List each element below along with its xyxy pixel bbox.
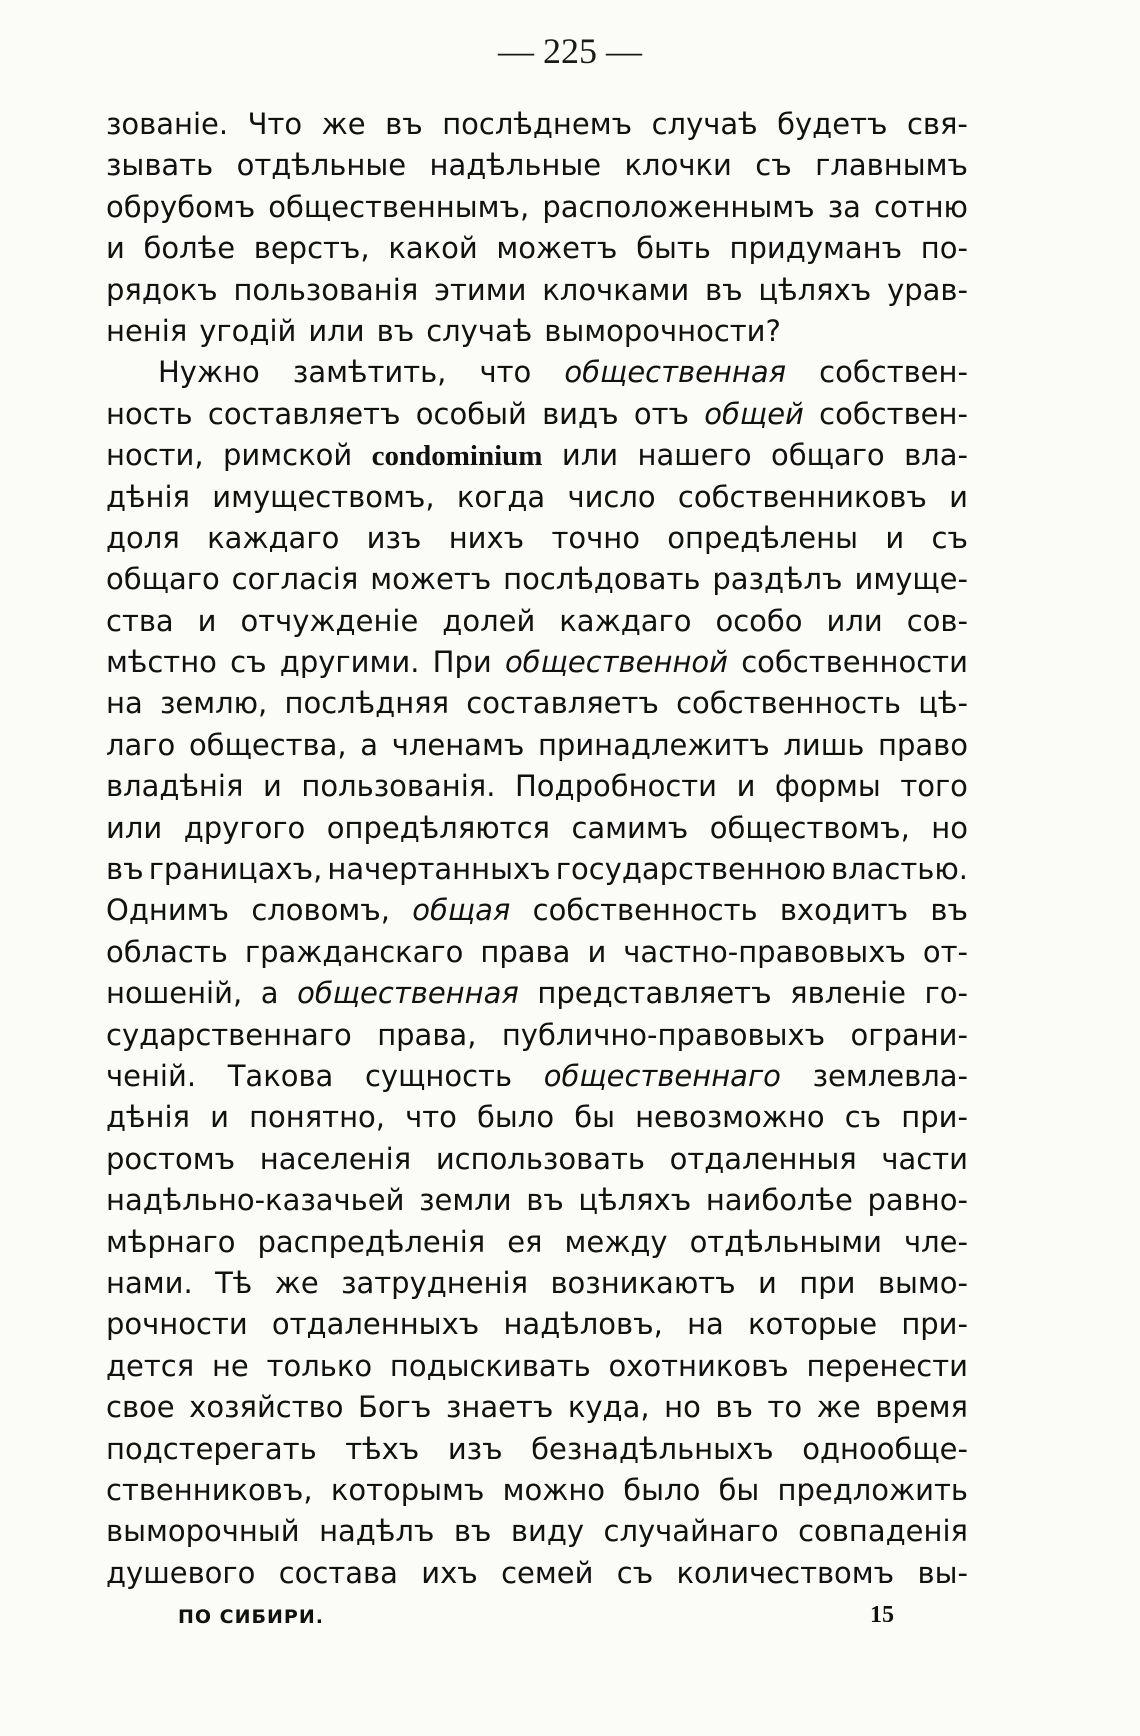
word: бы — [574, 1100, 615, 1135]
word: быть — [636, 231, 711, 266]
word: использовать — [435, 1141, 645, 1176]
word: собствен- — [819, 396, 968, 431]
word: Тѣ — [215, 1265, 253, 1300]
word: только — [266, 1348, 373, 1383]
text-line — [106, 1222, 968, 1263]
word: и — [587, 934, 607, 969]
word: имуще- — [854, 562, 968, 597]
word: этими — [434, 272, 527, 307]
word: составляетъ — [207, 396, 401, 431]
word: случаѣ — [651, 107, 758, 141]
word: землю, — [159, 686, 268, 721]
word: надѣлъ — [319, 1514, 435, 1549]
word: точно — [551, 520, 640, 555]
word: права — [480, 934, 571, 969]
text-line — [106, 1304, 968, 1345]
text-line — [106, 1180, 968, 1221]
word: что — [405, 1100, 457, 1135]
word: Однимъ — [106, 893, 230, 928]
word: словомъ, — [251, 893, 390, 928]
word: урав- — [887, 272, 968, 307]
word: цѣляхъ — [758, 272, 872, 307]
word: въ — [385, 107, 423, 141]
text-line — [106, 766, 968, 807]
word: зованіе. — [106, 107, 229, 141]
word: тѣхъ — [345, 1431, 420, 1466]
word: дѣнія — [106, 1100, 190, 1135]
text-line — [106, 973, 968, 1014]
text-line — [106, 890, 968, 931]
word: и — [758, 1265, 777, 1300]
word: ность — [106, 396, 193, 431]
word: границахъ, — [148, 852, 323, 887]
text-line — [106, 1015, 968, 1056]
word: рочности — [106, 1307, 248, 1342]
word: отчужденіе — [240, 603, 419, 638]
word: сударственнаго — [106, 1017, 352, 1052]
word: однообще- — [802, 1431, 968, 1466]
word: перенести — [806, 1348, 968, 1383]
word: можно — [502, 1472, 606, 1507]
word: мѣрнаго — [106, 1224, 236, 1259]
word: землевла- — [812, 1058, 968, 1093]
word: мѣстно — [106, 645, 217, 680]
word: собственность — [676, 686, 902, 721]
text-line — [106, 849, 968, 890]
word: общественная — [297, 976, 519, 1011]
word: общаго — [106, 562, 220, 597]
word: публично-правовыхъ — [501, 1017, 826, 1052]
word: condominium — [371, 440, 543, 473]
word: которымъ — [330, 1472, 485, 1507]
text-line — [106, 1511, 968, 1552]
word: ограни- — [850, 1017, 968, 1052]
word: входитъ — [779, 893, 909, 928]
word: съ — [844, 1100, 882, 1135]
body-text — [106, 104, 968, 1594]
word: представляетъ — [537, 976, 772, 1011]
text-line — [106, 1139, 968, 1180]
word: при- — [901, 1307, 968, 1342]
word: ношеній, — [106, 976, 243, 1011]
word: невозможно — [635, 1100, 825, 1135]
word: какой — [388, 231, 478, 266]
word: изъ — [447, 1431, 503, 1466]
word: гражданскаго — [244, 934, 464, 969]
word: свя- — [906, 107, 968, 141]
word: между — [564, 1224, 668, 1259]
text-line — [106, 725, 968, 766]
word: составляетъ — [466, 686, 659, 721]
word: изъ — [366, 520, 422, 555]
text-line — [106, 642, 968, 683]
word: въ — [526, 1183, 564, 1218]
word: на — [106, 686, 143, 721]
word: того — [900, 769, 968, 804]
word: и — [736, 769, 756, 804]
word: лаго — [106, 727, 176, 762]
word: лишь — [783, 727, 865, 762]
word: нашего — [637, 438, 752, 473]
word: безнадѣльныхъ — [531, 1431, 774, 1466]
word: зывать — [106, 148, 214, 183]
word: въ — [376, 313, 415, 348]
word: ственниковъ, — [106, 1472, 313, 1507]
word: послѣдовать — [503, 562, 701, 597]
text-line — [106, 394, 968, 435]
word: когда — [456, 479, 546, 514]
word: формы — [775, 769, 881, 804]
word: но — [664, 1390, 701, 1425]
page-number: — 225 — — [498, 31, 642, 71]
word: опредѣлены — [667, 520, 859, 555]
word: Такова — [227, 1058, 334, 1093]
word: населенія — [259, 1141, 412, 1176]
word: число — [567, 479, 656, 514]
word: Что — [247, 107, 303, 141]
word: При — [432, 645, 492, 680]
word: бы — [718, 1472, 760, 1507]
word: частно-правовыхъ — [623, 934, 906, 969]
word: обрубомъ — [106, 189, 256, 224]
word: семей — [501, 1555, 594, 1590]
word: сов- — [906, 603, 968, 638]
word: наиболѣе — [705, 1183, 853, 1218]
word: а — [360, 727, 379, 762]
word: Богъ — [358, 1390, 432, 1425]
word: ея — [507, 1224, 543, 1259]
word: съ — [230, 645, 267, 680]
word: по- — [920, 231, 968, 266]
word: понятно, — [249, 1100, 386, 1135]
text-line — [106, 932, 968, 973]
word: собственность — [532, 893, 758, 928]
word: общественнымъ, — [268, 189, 530, 224]
word: общая — [412, 893, 511, 928]
word: от- — [922, 934, 968, 969]
word: доля — [106, 520, 180, 555]
word: съ — [931, 520, 968, 555]
word: ности, — [106, 438, 204, 473]
word: выморочный — [106, 1514, 300, 1549]
word: отдѣльными — [689, 1224, 882, 1259]
word: то — [767, 1390, 803, 1425]
word: главнымъ — [815, 148, 968, 183]
word: а — [260, 976, 279, 1011]
text-line — [106, 683, 968, 724]
word: затрудненія — [341, 1265, 529, 1300]
word: надѣльные — [429, 148, 602, 183]
word: было — [623, 1472, 701, 1507]
word: видъ — [542, 396, 619, 431]
word: верстъ, — [253, 231, 370, 266]
word: виду — [510, 1514, 585, 1549]
word: общей — [704, 396, 804, 431]
word: охотниковъ — [608, 1348, 789, 1383]
word: ихъ — [421, 1555, 478, 1590]
word: надѣльно-казачьей — [106, 1183, 405, 1218]
word: государственною — [555, 852, 826, 887]
word: или — [106, 810, 163, 845]
word: дѣнія — [106, 479, 190, 514]
word: Подробности — [515, 769, 718, 804]
word: отдѣльные — [236, 148, 407, 183]
word: послѣднемъ — [442, 107, 633, 141]
word: при — [799, 1265, 856, 1300]
word: распредѣленія — [257, 1224, 486, 1259]
word: же — [274, 1265, 319, 1300]
text-line — [106, 187, 968, 228]
word: время — [875, 1390, 968, 1425]
word: въ — [106, 852, 144, 887]
word: опредѣляются — [326, 810, 550, 845]
word: ченій. — [106, 1058, 197, 1093]
word: другого — [183, 810, 306, 845]
word: будетъ — [777, 107, 888, 141]
text-line — [106, 1429, 968, 1470]
text-line — [106, 145, 968, 186]
text-line — [106, 808, 968, 849]
word: цѣляхъ — [578, 1183, 692, 1218]
word: владѣнія — [106, 769, 244, 804]
word: римской — [223, 438, 353, 473]
word: го- — [924, 976, 968, 1011]
word: ростомъ — [106, 1141, 236, 1176]
word: подстерегать — [106, 1431, 317, 1466]
word: отдаленныхъ — [271, 1307, 480, 1342]
word: съ — [616, 1555, 654, 1590]
word: принадлежитъ — [537, 727, 770, 762]
word: общаго — [770, 438, 885, 473]
word: выморочности? — [544, 313, 781, 348]
word: чле- — [903, 1224, 968, 1259]
text-line — [106, 601, 968, 642]
word: предложить — [777, 1472, 968, 1507]
word: и — [885, 520, 905, 555]
word: сущность — [364, 1058, 513, 1093]
word: знаетъ — [445, 1390, 554, 1425]
word: можетъ — [496, 231, 618, 266]
word: явленіе — [790, 976, 906, 1011]
word: случаѣ — [426, 313, 533, 348]
word: права, — [377, 1017, 477, 1052]
word: количествомъ — [676, 1555, 895, 1590]
word: отдаленныя — [669, 1141, 857, 1176]
word: было — [477, 1100, 555, 1135]
word: въ — [715, 1390, 753, 1425]
word: нами. — [106, 1265, 193, 1300]
word: собствен- — [819, 355, 968, 390]
word: право — [878, 727, 968, 762]
word: замѣтить, — [292, 355, 447, 390]
text-line — [106, 1470, 968, 1511]
text-line — [106, 104, 968, 145]
word: или — [308, 313, 365, 348]
word: совпаденія — [798, 1514, 968, 1549]
word: или — [826, 603, 883, 638]
text-line — [106, 311, 968, 352]
word: придуманъ — [729, 231, 903, 266]
word: части — [881, 1141, 968, 1176]
word: и — [210, 1100, 229, 1135]
word: согласія — [231, 562, 359, 597]
word: и — [197, 603, 217, 638]
word: вымо- — [877, 1265, 968, 1300]
signature-mark: ПО СИБИРИ. — [178, 1606, 324, 1628]
word: надѣловъ, — [503, 1307, 663, 1342]
word: Нужно — [158, 355, 260, 390]
page-footer — [0, 1602, 1140, 1642]
word: болѣе — [143, 231, 236, 266]
word: возникаютъ — [550, 1265, 736, 1300]
text-line — [106, 1097, 968, 1138]
word: раздѣлъ — [712, 562, 843, 597]
word: угодій — [199, 313, 297, 348]
word: пользованія. — [301, 769, 496, 804]
word: же — [321, 107, 366, 141]
text-line — [106, 1056, 968, 1097]
word: не — [211, 1348, 249, 1383]
word: послѣдняя — [284, 686, 450, 721]
word: которые — [748, 1307, 878, 1342]
word: земли — [419, 1183, 512, 1218]
word: обществомъ, — [709, 810, 910, 845]
word: дется — [106, 1348, 195, 1383]
word: имуществомъ, — [212, 479, 435, 514]
word: отъ — [633, 396, 689, 431]
text-line — [106, 1346, 968, 1387]
word: и — [262, 769, 282, 804]
word: общественной — [504, 645, 729, 680]
word: членамъ — [391, 727, 525, 762]
word: начертанныхъ — [327, 852, 551, 887]
word: что — [479, 355, 532, 390]
text-line — [106, 352, 968, 393]
word: общества, — [188, 727, 347, 762]
sheet-number: 15 — [870, 1602, 894, 1628]
word: ненія — [106, 313, 188, 348]
word: свое — [106, 1390, 175, 1425]
word: равно- — [867, 1183, 968, 1218]
word: вла- — [904, 438, 968, 473]
word: особо — [715, 603, 803, 638]
text-line — [106, 518, 968, 559]
word: и — [106, 231, 125, 266]
word: хозяйство — [189, 1390, 344, 1425]
word: куда, — [567, 1390, 650, 1425]
word: цѣ- — [918, 686, 968, 721]
text-line — [106, 228, 968, 269]
word: при- — [901, 1100, 968, 1135]
word: общественнаго — [543, 1058, 781, 1093]
word: въ — [453, 1514, 492, 1549]
word: область — [106, 934, 228, 969]
text-line — [106, 559, 968, 600]
word: собственниковъ — [677, 479, 927, 514]
word: собственности — [741, 645, 968, 680]
word: и — [949, 479, 968, 514]
word: каждаго — [559, 603, 692, 638]
word: рядокъ — [106, 272, 218, 307]
text-line — [106, 270, 968, 311]
word: состава — [278, 1555, 398, 1590]
word: подыскивать — [389, 1348, 591, 1383]
word: долей — [442, 603, 536, 638]
word: въ — [705, 272, 743, 307]
word: особый — [415, 396, 527, 431]
word: случайнаго — [603, 1514, 779, 1549]
word: же — [816, 1390, 861, 1425]
word: самимъ — [571, 810, 689, 845]
text-line — [106, 1263, 968, 1304]
word: ства — [106, 603, 174, 638]
text-line — [106, 1553, 968, 1594]
text-line — [106, 1387, 968, 1428]
word: каждаго — [207, 520, 340, 555]
word: но — [931, 810, 968, 845]
word: душевого — [106, 1555, 256, 1590]
text-line — [106, 435, 968, 476]
word: сотню — [874, 189, 968, 224]
word: въ — [930, 893, 968, 928]
word: на — [687, 1307, 724, 1342]
word: расположеннымъ — [542, 189, 815, 224]
word: клочками — [542, 272, 690, 307]
word: можетъ — [370, 562, 492, 597]
word: другими. — [279, 645, 420, 680]
word: вы- — [917, 1555, 968, 1590]
word: нихъ — [448, 520, 525, 555]
word: клочки — [624, 148, 732, 183]
word: пользованія — [233, 272, 419, 307]
word: за — [827, 189, 861, 224]
word: властью. — [831, 852, 968, 887]
word: съ — [755, 148, 792, 183]
word: или — [561, 438, 619, 473]
text-line — [106, 477, 968, 518]
word: общественная — [564, 355, 787, 390]
